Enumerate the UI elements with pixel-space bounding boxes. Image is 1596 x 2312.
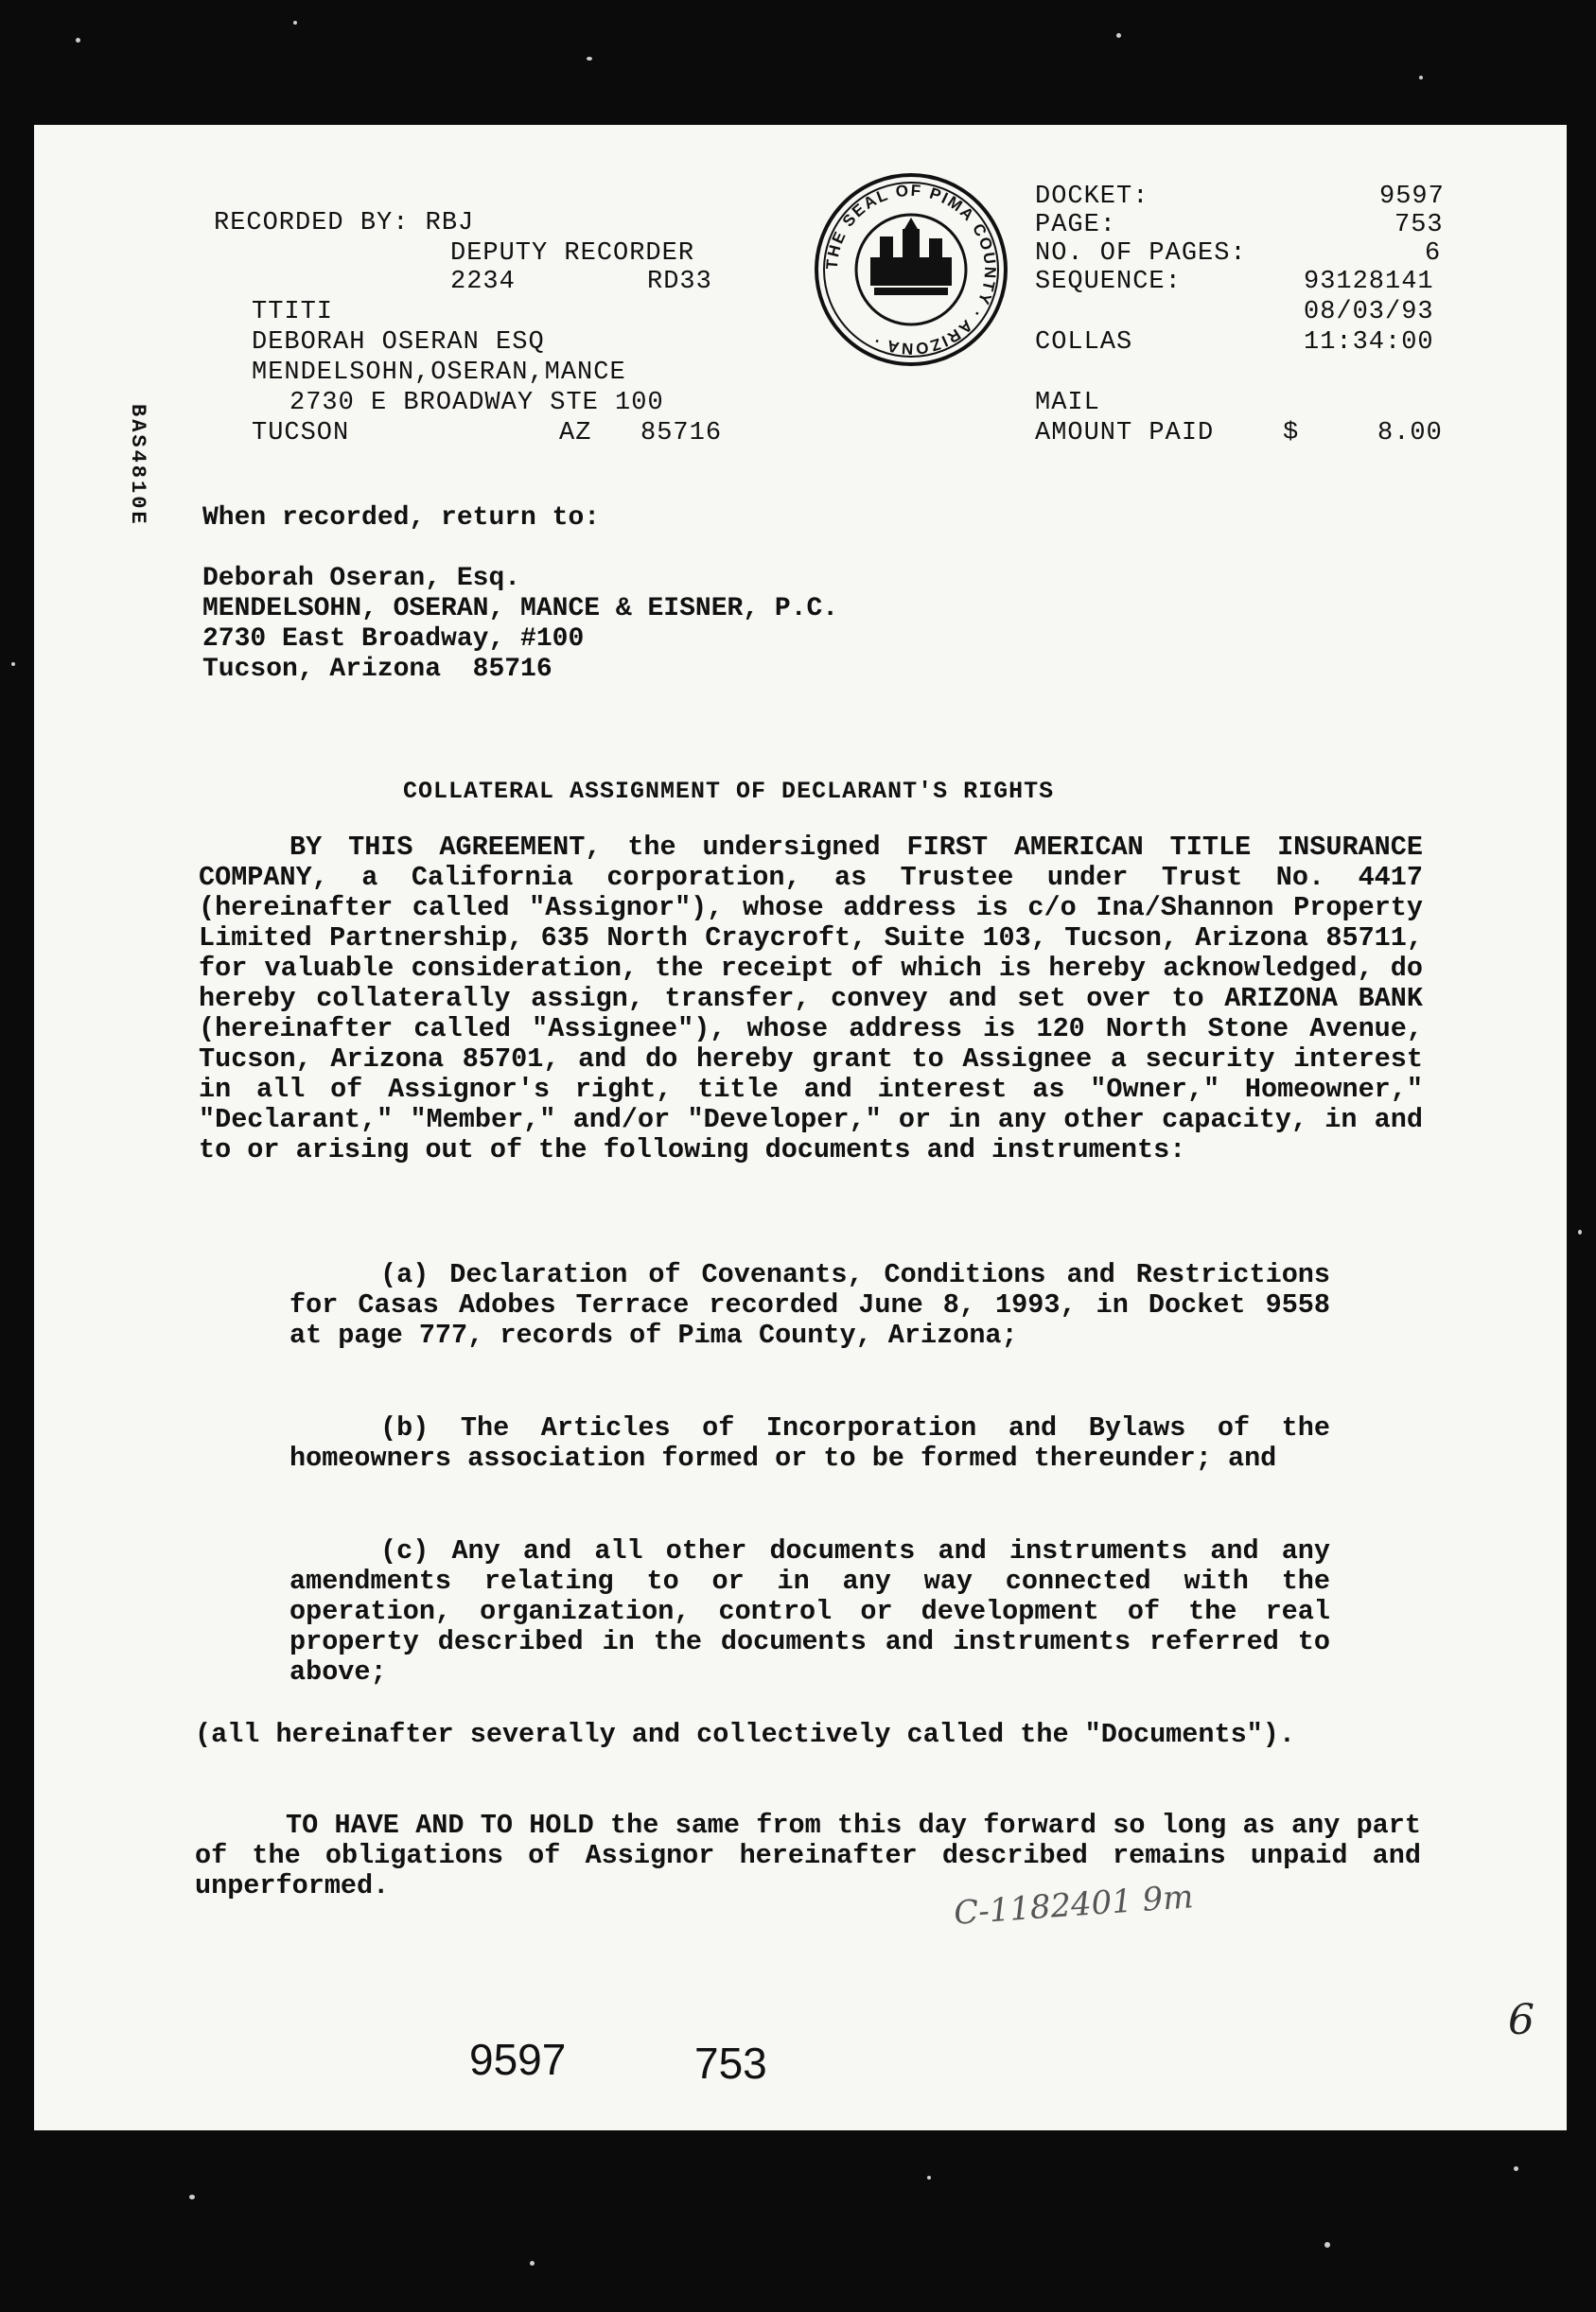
mail-label: MAIL (1035, 389, 1100, 417)
document-title: COLLATERAL ASSIGNMENT OF DECLARANT'S RIGHTS (403, 778, 1055, 805)
scan-speck (76, 38, 80, 43)
page-label: PAGE: (1035, 211, 1117, 239)
return-line-1: Deborah Oseran, Esq. (202, 564, 521, 593)
deputy-recorder: DEPUTY RECORDER (450, 239, 695, 268)
recording-ttiti: TTITI (252, 298, 334, 326)
scan-speck (11, 662, 15, 666)
side-code: BAS4810E (126, 404, 149, 527)
svg-text:THE SEAL OF PIMA COUNTY · ARIZ: THE SEAL OF PIMA COUNTY · ARIZONA · (822, 181, 1000, 359)
scan-speck (1578, 1230, 1582, 1235)
return-line-3: 2730 East Broadway, #100 (202, 624, 585, 654)
recorder-code-right: RD33 (647, 268, 712, 296)
scan-speck (189, 2195, 195, 2199)
intro-paragraph: BY THIS AGREEMENT, the undersigned FIRST AMERICAN TITLE INSURANCE COMPANY, a California corporation, as Trustee under Trust No. 4417 (hereinafter called "Assignor"), whose address is c/o Ina/Shannon Property Limited Partnership, 635 North Craycroft, Suite 103, Tucson, Arizona 85711, for valuable consideration, the receipt of which is hereby acknowledged, do hereby collaterally assign, transfer, convey and set over to ARIZONA BANK (hereinafter called "Assignee"), whose address is 120 North Stone Avenue, Tucson, Arizona 85701, and do hereby grant to Assignee a security interest in all of Assignor's right, title and interest as "Owner," Homeowner," "Declarant," "Member," and/or "Developer," or in any other capacity, in and to or arising out of the following documents and instruments: (199, 832, 1423, 1165)
pages-label: NO. OF PAGES: (1035, 239, 1247, 268)
recording-state-zip: AZ 85716 (559, 419, 723, 447)
scan-speck (530, 2261, 535, 2266)
item-a: (a) Declaration of Covenants, Conditions and Restrictions for Casas Adobes Terrace recorded June 8, 1993, in Docket 9558 at page 777, records of Pima County, Arizona; (289, 1259, 1330, 1351)
page-value: 753 (1394, 211, 1444, 239)
handwritten-page-mark: 6 (1508, 1996, 1535, 2044)
collective-paragraph: (all hereinafter severally and collectively called the "Documents"). (195, 1719, 1295, 1750)
recorded-by: RECORDED BY: RBJ (214, 209, 475, 237)
footer-docket: 9597 (469, 2035, 567, 2084)
return-line-4: Tucson, Arizona 85716 (202, 655, 552, 684)
sequence-value: 93128141 (1304, 268, 1434, 296)
scan-speck (1514, 2166, 1518, 2171)
document-page (34, 125, 1567, 2130)
habendum-paragraph: TO HAVE AND TO HOLD the same from this day forward so long as any part of the obligations of Assignor hereinafter described remains unpaid and unperformed. (195, 1810, 1421, 1901)
recording-firm: MENDELSOHN,OSERAN,MANCE (252, 359, 626, 387)
scan-speck (927, 2176, 931, 2180)
collas-label: COLLAS (1035, 328, 1133, 357)
recording-time: 11:34:00 (1304, 328, 1434, 357)
sequence-label: SEQUENCE: (1035, 268, 1182, 296)
amount-value: 8.00 (1377, 419, 1443, 447)
scan-speck (293, 21, 297, 25)
recording-street: 2730 E BROADWAY STE 100 (289, 389, 664, 417)
scan-speck (1116, 33, 1121, 38)
scan-speck (1324, 2242, 1330, 2248)
scan-speck (1419, 76, 1423, 79)
docket-value: 9597 (1379, 183, 1445, 211)
amount-currency: $ (1283, 419, 1300, 447)
amount-label: AMOUNT PAID (1035, 419, 1215, 447)
docket-label: DOCKET: (1035, 183, 1149, 211)
scan-speck (587, 57, 592, 61)
recorder-code-left: 2234 (450, 268, 516, 296)
recording-name: DEBORAH OSERAN ESQ (252, 328, 545, 357)
return-line-2: MENDELSOHN, OSERAN, MANCE & EISNER, P.C. (202, 594, 839, 623)
handwritten-note: C-1182401 9m (952, 1878, 1195, 1933)
recording-city: TUCSON (252, 419, 350, 447)
recording-date: 08/03/93 (1304, 298, 1434, 326)
item-c: (c) Any and all other documents and instruments and any amendments relating to or in any way connected with the operation, organization, control or development of the real property described in the documents and instruments referred to above; (289, 1535, 1330, 1688)
return-heading: When recorded, return to: (202, 503, 601, 533)
footer-page: 753 (694, 2039, 767, 2088)
item-b: (b) The Articles of Incorporation and Bylaws of the homeowners association formed or to be formed thereunder; and (289, 1412, 1330, 1474)
pages-value: 6 (1425, 239, 1442, 268)
county-seal-icon (812, 170, 1010, 369)
